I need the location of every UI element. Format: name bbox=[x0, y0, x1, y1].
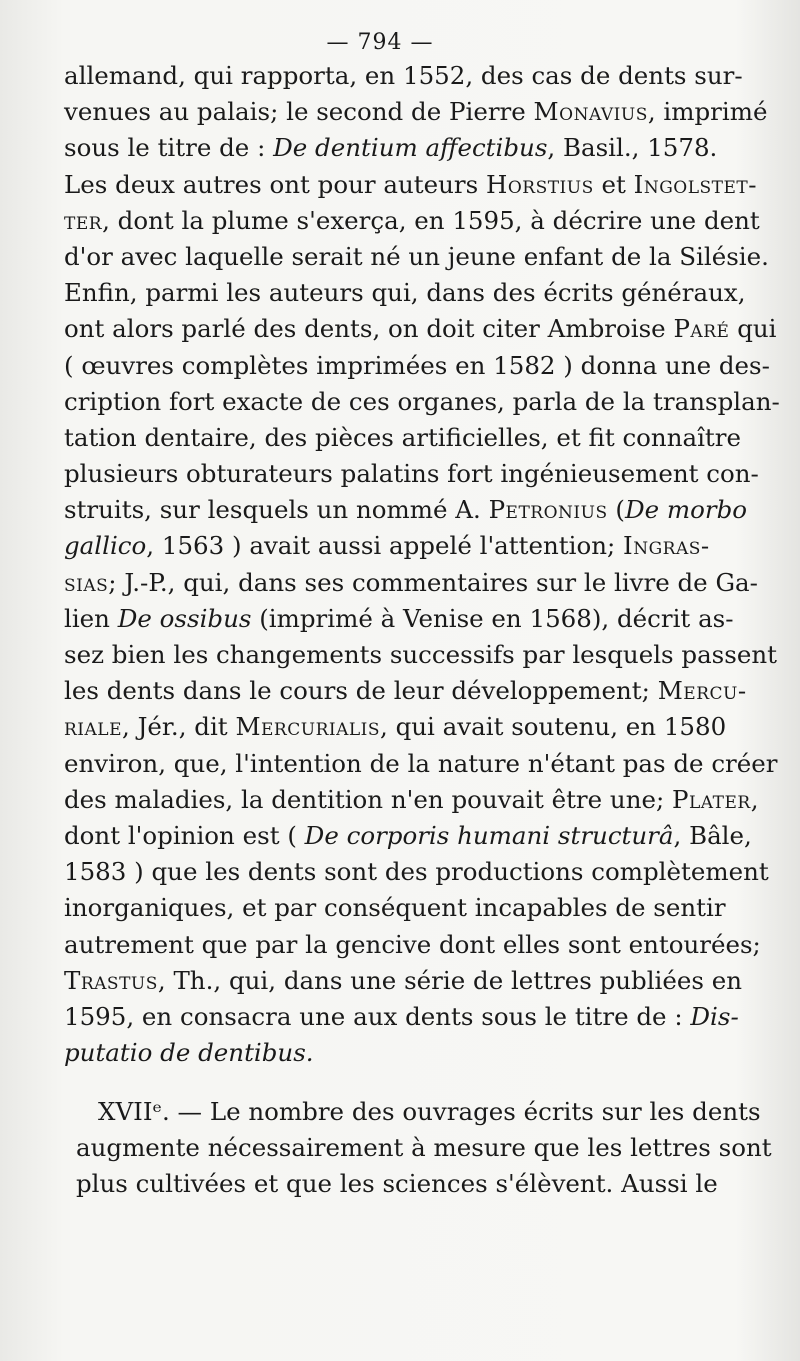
text-run: sous le titre de : bbox=[64, 133, 274, 163]
text-line bbox=[64, 348, 770, 384]
text-run: , dont la plume s'exerça, en 1595, à décrire une dent bbox=[102, 205, 760, 235]
text-run: 1595, en consacra une aux dents sous le titre de : bbox=[64, 1001, 691, 1031]
text-run: ont alors parlé des dents, on doit citer Ambroise bbox=[64, 314, 674, 344]
text-run: tation dentaire, des pièces artificielles, et fit connaître bbox=[64, 422, 741, 452]
text-run: environ, que, l'intention de la nature n'étant pas de créer bbox=[64, 748, 778, 778]
text-run: , 1563 ) avait aussi appelé l'attention; bbox=[146, 531, 624, 561]
text-run: ( bbox=[607, 495, 625, 525]
work-title: De ossibus bbox=[117, 603, 252, 633]
text-line bbox=[76, 1094, 761, 1130]
text-run: , qui avait soutenu, en 1580 bbox=[380, 712, 727, 742]
text-run: plusieurs obturateurs palatins fort ingénieusement con- bbox=[64, 459, 759, 489]
text-line bbox=[64, 999, 739, 1035]
text-line bbox=[64, 673, 747, 709]
text-run: Les deux autres ont pour auteurs bbox=[64, 169, 486, 199]
author-name: Trastus bbox=[64, 965, 158, 995]
text-line bbox=[64, 927, 761, 963]
text-line bbox=[64, 492, 748, 528]
work-title: Dis- bbox=[690, 1001, 739, 1031]
work-title: De morbo bbox=[624, 495, 748, 525]
work-title: putatio de dentibus. bbox=[64, 1038, 314, 1068]
text-line bbox=[64, 601, 734, 637]
text-line bbox=[64, 746, 778, 782]
text-run: venues au palais; le second de Pierre bbox=[64, 97, 534, 127]
author-name: Paré bbox=[673, 314, 730, 344]
text-line bbox=[64, 239, 769, 275]
text-line bbox=[64, 167, 758, 203]
author-name: Mercurialis bbox=[235, 712, 381, 742]
text-run: augmente nécessairement à mesure que les lettres sont bbox=[76, 1133, 772, 1163]
text-run: inorganiques, et par conséquent incapables de sentir bbox=[64, 893, 726, 923]
author-name: ter bbox=[64, 205, 103, 235]
author-name: Horstius bbox=[485, 169, 594, 199]
text-run: struits, sur lesquels un nommé A. bbox=[64, 495, 489, 525]
text-line bbox=[64, 818, 752, 854]
text-run: qui bbox=[729, 314, 777, 344]
author-name: Mercu- bbox=[657, 676, 747, 706]
text-line bbox=[64, 890, 726, 926]
work-title: gallico bbox=[64, 531, 147, 561]
text-line bbox=[64, 420, 741, 456]
text-run: d'or avec laquelle serait né un jeune enfant de la Silésie. bbox=[64, 241, 769, 271]
text-run: (imprimé à Venise en 1568), décrit as- bbox=[251, 603, 734, 633]
text-line bbox=[64, 782, 759, 818]
text-line bbox=[64, 58, 743, 94]
text-run: allemand, qui rapporta, en 1552, des cas de dents sur- bbox=[64, 61, 743, 90]
text-line bbox=[64, 384, 780, 420]
text-run: , imprimé bbox=[647, 97, 768, 127]
text-run: autrement que par la gencive dont elles sont entourées; bbox=[64, 929, 761, 959]
paragraph-section-xvii bbox=[76, 1094, 772, 1203]
text-run: sez bien les changements successifs par lesquels passent bbox=[64, 640, 777, 669]
text-run: des maladies, la dentition n'en pouvait être une; bbox=[64, 784, 673, 814]
text-line bbox=[64, 1035, 700, 1071]
text-run: dont l'opinion est ( bbox=[64, 820, 305, 850]
text-line bbox=[64, 709, 727, 745]
work-title: De dentium affectibus bbox=[273, 133, 548, 163]
text-line bbox=[64, 311, 777, 347]
text-line bbox=[64, 130, 718, 166]
text-line bbox=[64, 565, 758, 601]
author-name: Ingras- bbox=[623, 531, 710, 561]
text-run: , Basil., 1578. bbox=[547, 133, 718, 163]
text-run: 1583 ) que les dents sont des productions complètement bbox=[64, 857, 769, 887]
text-run: ( œuvres complètes imprimées en 1582 ) donna une des- bbox=[64, 350, 770, 380]
text-run: et bbox=[593, 169, 634, 199]
text-run: lien bbox=[64, 603, 118, 633]
text-line bbox=[64, 528, 710, 564]
text-line bbox=[64, 203, 760, 239]
text-line bbox=[64, 854, 769, 890]
text-line bbox=[76, 1166, 718, 1202]
text-line bbox=[64, 963, 743, 999]
text-run: cription fort exacte de ces organes, parla de la transplan- bbox=[64, 386, 780, 416]
author-name: riale bbox=[64, 712, 122, 742]
text-run: , bbox=[750, 784, 759, 814]
text-run: , Th., qui, dans une série de lettres publiées en bbox=[157, 965, 743, 995]
text-run: les dents dans le cours de leur développement; bbox=[64, 676, 658, 706]
text-line bbox=[64, 94, 768, 130]
text-run: Enfin, parmi les auteurs qui, dans des écrits généraux, bbox=[64, 278, 746, 308]
text-run: XVIIᵉ. — Le nombre des ouvrages écrits sur les dents bbox=[98, 1097, 761, 1126]
work-title: De corporis humani structurâ bbox=[304, 820, 674, 850]
author-name: Monavius bbox=[533, 97, 648, 127]
author-name: Ingolstet- bbox=[633, 169, 758, 199]
paragraph-main bbox=[64, 58, 780, 1071]
text-run: , Jér., dit bbox=[122, 712, 236, 742]
author-name: Plater bbox=[672, 784, 751, 814]
text-line bbox=[64, 275, 746, 311]
text-line bbox=[64, 637, 777, 673]
author-name: sias bbox=[64, 567, 109, 597]
text-run: , Bâle, bbox=[673, 820, 752, 850]
author-name: Petronius bbox=[488, 495, 608, 525]
page-number: — 794 — bbox=[326, 30, 434, 55]
text-line bbox=[64, 456, 759, 492]
text-line bbox=[76, 1130, 772, 1166]
text-run: plus cultivées et que les sciences s'élèvent. Aussi le bbox=[76, 1169, 718, 1199]
text-run: ; J.-P., qui, dans ses commentaires sur le livre de Ga- bbox=[108, 567, 758, 597]
